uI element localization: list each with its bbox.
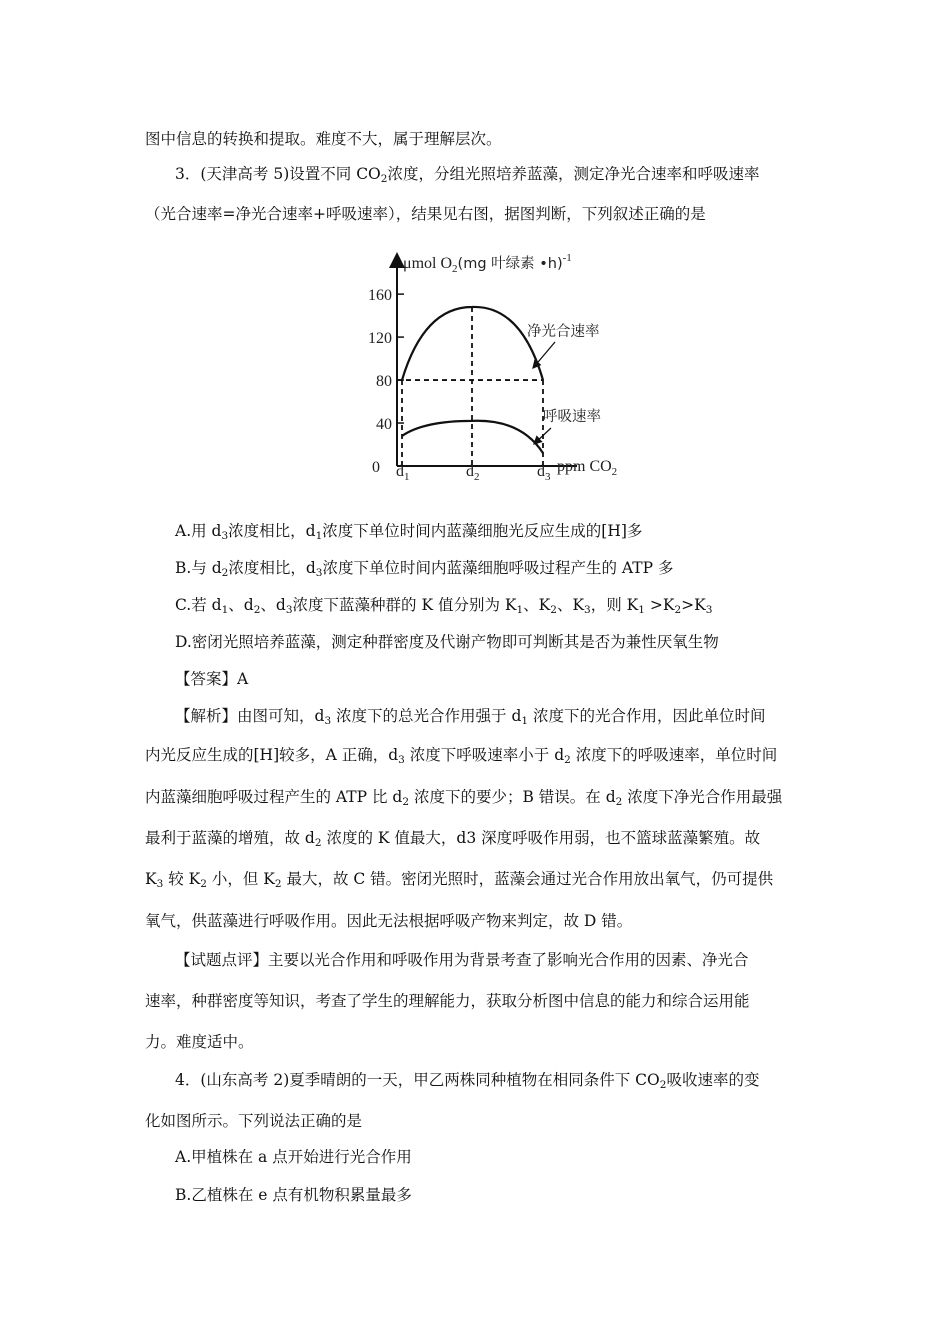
y-tick-label: 40	[376, 416, 392, 434]
y-tick-label: 160	[368, 287, 392, 305]
net-photosynthesis-label: 净光合速率	[527, 324, 600, 340]
subscript: 1	[221, 604, 229, 616]
text-run: >K	[644, 596, 675, 614]
review-line-2: 速率，种群密度等知识，考查了学生的理解能力，获取分析图中信息的能力和综合运用能	[145, 992, 750, 1010]
text-run: 内蓝藻细胞呼吸过程产生的 ATP 比 d	[145, 788, 403, 806]
x-axis-label: ppm $CO_2$	[557, 458, 618, 478]
x-tick-label: $d_1$	[396, 463, 410, 483]
review-line-3: 力。难度适中。	[145, 1033, 254, 1051]
x-tick-label: $d_2$	[466, 463, 480, 483]
analysis-line-4	[145, 827, 760, 849]
net-photosynthesis-pointer	[533, 342, 555, 368]
q3-line-2: （光合速率=净光合速率+呼吸速率），结果见右图，据图判断，下列叙述正确的是	[145, 205, 706, 223]
text-run: 浓度的 K 值最大，d3 深度呼吸作用弱，也不篮球蓝藻繁殖。故	[321, 829, 761, 847]
text-run: B.与 d	[175, 559, 222, 577]
option-c	[175, 594, 712, 616]
subscript: 3	[705, 604, 713, 616]
q4-line-2: 化如图所示。下列说法正确的是	[145, 1112, 363, 1130]
q3-sub: 2	[380, 173, 388, 185]
subscript: 2	[564, 754, 571, 766]
origin-label: 0	[372, 459, 380, 476]
subscript: 2	[200, 878, 207, 890]
y-tick-label: 120	[368, 330, 392, 348]
q3-line-1	[175, 163, 759, 185]
option-b	[175, 557, 673, 579]
subscript: 2	[274, 878, 282, 890]
subscript: 3	[324, 715, 332, 727]
subscript: 2	[550, 604, 557, 616]
text-run: 小，但 K	[206, 870, 275, 888]
q4-option-b: B.乙植株在 e 点有机物积累量最多	[175, 1186, 412, 1204]
text-run: 浓度下呼吸速率小于 d	[404, 746, 565, 764]
x-tick-label: $d_3$	[537, 463, 551, 483]
q4-option-a: A.甲植株在 a 点开始进行光合作用	[175, 1148, 412, 1166]
q3-text-b: 浓度，分组光照培养蓝藻，测定净光合速率和呼吸速率	[387, 165, 760, 183]
text-run: 、d	[260, 596, 286, 614]
text-run: >K	[681, 596, 706, 614]
review-line-1: 【试题点评】主要以光合作用和呼吸作用为背景考查了影响光合作用的因素、净光合	[175, 951, 749, 969]
option-a	[175, 520, 642, 542]
analysis-line-3	[145, 786, 782, 808]
q3-text-a: 设置不同 CO	[289, 165, 381, 183]
text-run: 浓度相比，d	[228, 522, 316, 540]
text-run: 内光反应生成的[H]较多，A 正确，d	[145, 746, 399, 764]
text-run: 浓度下蓝藻种群的 K 值分别为 K	[292, 596, 517, 614]
subscript: 3	[584, 604, 591, 616]
text-run: 【解析】由图可知，d	[175, 707, 325, 725]
subscript: 1	[315, 530, 323, 542]
text-run: 最利于蓝藻的增殖，故 d	[145, 829, 315, 847]
text-run: 浓度下净光合作用最强	[622, 788, 783, 806]
text-run: 、d	[228, 596, 254, 614]
q4-text-b: 吸收速率的变	[666, 1071, 760, 1089]
q3-number: 3．	[175, 165, 201, 183]
text-run: 、K	[556, 596, 585, 614]
photosynthesis-chart	[355, 250, 645, 490]
q4-line-1	[175, 1069, 759, 1091]
text-run: 浓度下的呼吸速率，单位时间	[570, 746, 778, 764]
q4-text-a: 4．(山东高考 2)夏季晴朗的一天，甲乙两株同种植物在相同条件下 CO	[175, 1071, 660, 1089]
subscript: 3	[221, 530, 229, 542]
respiration-pointer	[534, 428, 551, 444]
text-run: 浓度下单位时间内蓝藻细胞呼吸过程产生的 ATP 多	[322, 559, 674, 577]
text-run: 、K	[523, 596, 551, 614]
respiration-label: 呼吸速率	[543, 409, 601, 425]
subscript: 2	[615, 796, 623, 808]
subscript: 1	[516, 604, 524, 616]
analysis-line-2	[145, 744, 777, 766]
option-d: D.密闭光照培养蓝藻，测定种群密度及代谢产物即可判断其是否为兼性厌氧生物	[175, 633, 719, 651]
subscript: 2	[221, 567, 229, 579]
answer: 【答案】A	[175, 670, 249, 688]
q4-sub: 2	[659, 1079, 667, 1091]
q3-source: (天津高考 5)	[200, 165, 290, 183]
analysis-line-5	[145, 868, 773, 890]
text-run: 浓度下的光合作用，因此单位时间	[528, 707, 766, 725]
text-run: 最大，故 C 错。密闭光照时，蓝藻会通过光合作用放出氧气，仍可提供	[281, 870, 774, 888]
text-run: C.若 d	[175, 596, 222, 614]
subscript: 1	[521, 715, 529, 727]
subscript: 1	[638, 604, 645, 616]
text-run: 浓度下的要少；B 错误。在 d	[409, 788, 616, 806]
analysis-line-6: 氧气，供蓝藻进行呼吸作用。因此无法根据呼吸产物来判定，故 D 错。	[145, 912, 633, 930]
subscript: 3	[285, 604, 293, 616]
intro-end-text: 图中信息的转换和提取。难度不大，属于理解层次。	[145, 130, 502, 148]
text-run: 浓度相比，d	[228, 559, 316, 577]
subscript: 3	[315, 567, 323, 579]
analysis-line-1	[175, 705, 766, 727]
subscript: 2	[674, 604, 682, 616]
chart-svg	[355, 250, 645, 490]
subscript: 2	[402, 796, 410, 808]
subscript: 3	[398, 754, 405, 766]
subscript: 2	[314, 837, 322, 849]
text-run: A.用 d	[175, 522, 222, 540]
subscript: 3	[156, 878, 164, 890]
text-run: 浓度下的总光合作用强于 d	[331, 707, 522, 725]
y-tick-label: 80	[376, 373, 392, 391]
y-axis-label: μmol $O_2(mg$ 叶绿素 •h)$^{-1}$	[403, 252, 572, 275]
text-run: 浓度下单位时间内蓝藻细胞光反应生成的[H]多	[322, 522, 643, 540]
text-run: K	[145, 870, 157, 888]
text-run: 较 K	[163, 870, 201, 888]
text-run: ，则 K	[590, 596, 639, 614]
subscript: 2	[253, 604, 261, 616]
